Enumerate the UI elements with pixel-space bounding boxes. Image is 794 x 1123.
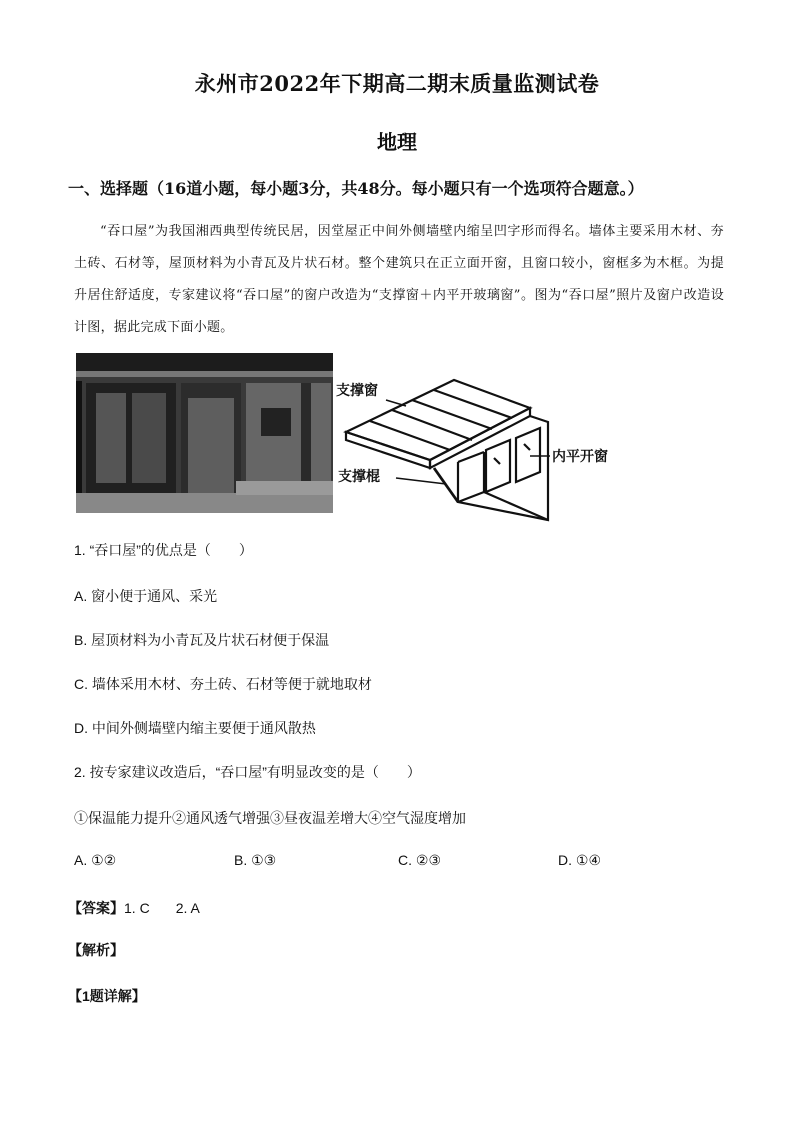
label-support-window: 支撑窗 [336,383,378,399]
analysis-heading: 【解析】 [68,942,124,958]
house-photo-graphic [76,353,333,513]
passage-text: “吞口屋”为我国湘西典型传统民居，因堂屋正中间外侧墙壁内缩呈凹字形而得名。墙体主要采用木材、夯土砖、石材等，屋顶材料为小青瓦及片状石材。整个建筑只在正立面开窗，且窗口较小，窗框多为木框。为提升居住舒适度，专家建议将“吞口屋”的窗户改造为“支撑窗＋内平开玻璃窗”。图为“吞口屋”照片及窗户改造设计图，据此完成下面小题。 [74,224,724,335]
question-1-option-c[interactable]: C. 墙体采用木材、夯土砖、石材等便于就地取材 [74,676,372,692]
label-inner-casement: 内平开窗 [552,449,608,465]
subject-title: 地理 [377,130,417,154]
window-diagram [334,352,644,522]
question-1-option-d[interactable]: D. 中间外侧墙壁内缩主要便于通风散热 [74,720,316,736]
answer-1: 1. C [124,900,150,916]
question-1-option-b[interactable]: B. 屋顶材料为小青瓦及片状石材便于保温 [74,632,330,648]
question-1-stem: 1. “吞口屋”的优点是（ ） [74,542,253,558]
question-1-option-a[interactable]: A. 窗小便于通风、采光 [74,588,218,604]
section-heading: 一、选择题（16道小题，每小题3分，共48分。每小题只有一个选项符合题意。） [68,179,644,198]
question-2-option-d[interactable]: D. ①④ [558,852,601,868]
detail-heading: 【1题详解】 [68,988,146,1004]
label-support-rod: 支撑棍 [338,469,380,485]
question-2-option-c[interactable]: C. ②③ [398,852,441,868]
question-2-option-b[interactable]: B. ①③ [234,852,277,868]
question-2-stem: 2. 按专家建议改造后，“吞口屋”有明显改变的是（ ） [74,764,421,780]
window-diagram-graphic [334,352,644,522]
question-2-option-a[interactable]: A. ①② [74,852,117,868]
answer-2: 2. A [175,900,200,916]
question-2-statements: ①保温能力提升②通风透气增强③昼夜温差增大④空气湿度增加 [74,810,466,826]
page-title: 永州市2022年下期高二期末质量监测试卷 [194,71,600,96]
answer-line [68,898,200,918]
answer-tag: 【答案】 [68,900,124,916]
house-photo [76,353,333,513]
